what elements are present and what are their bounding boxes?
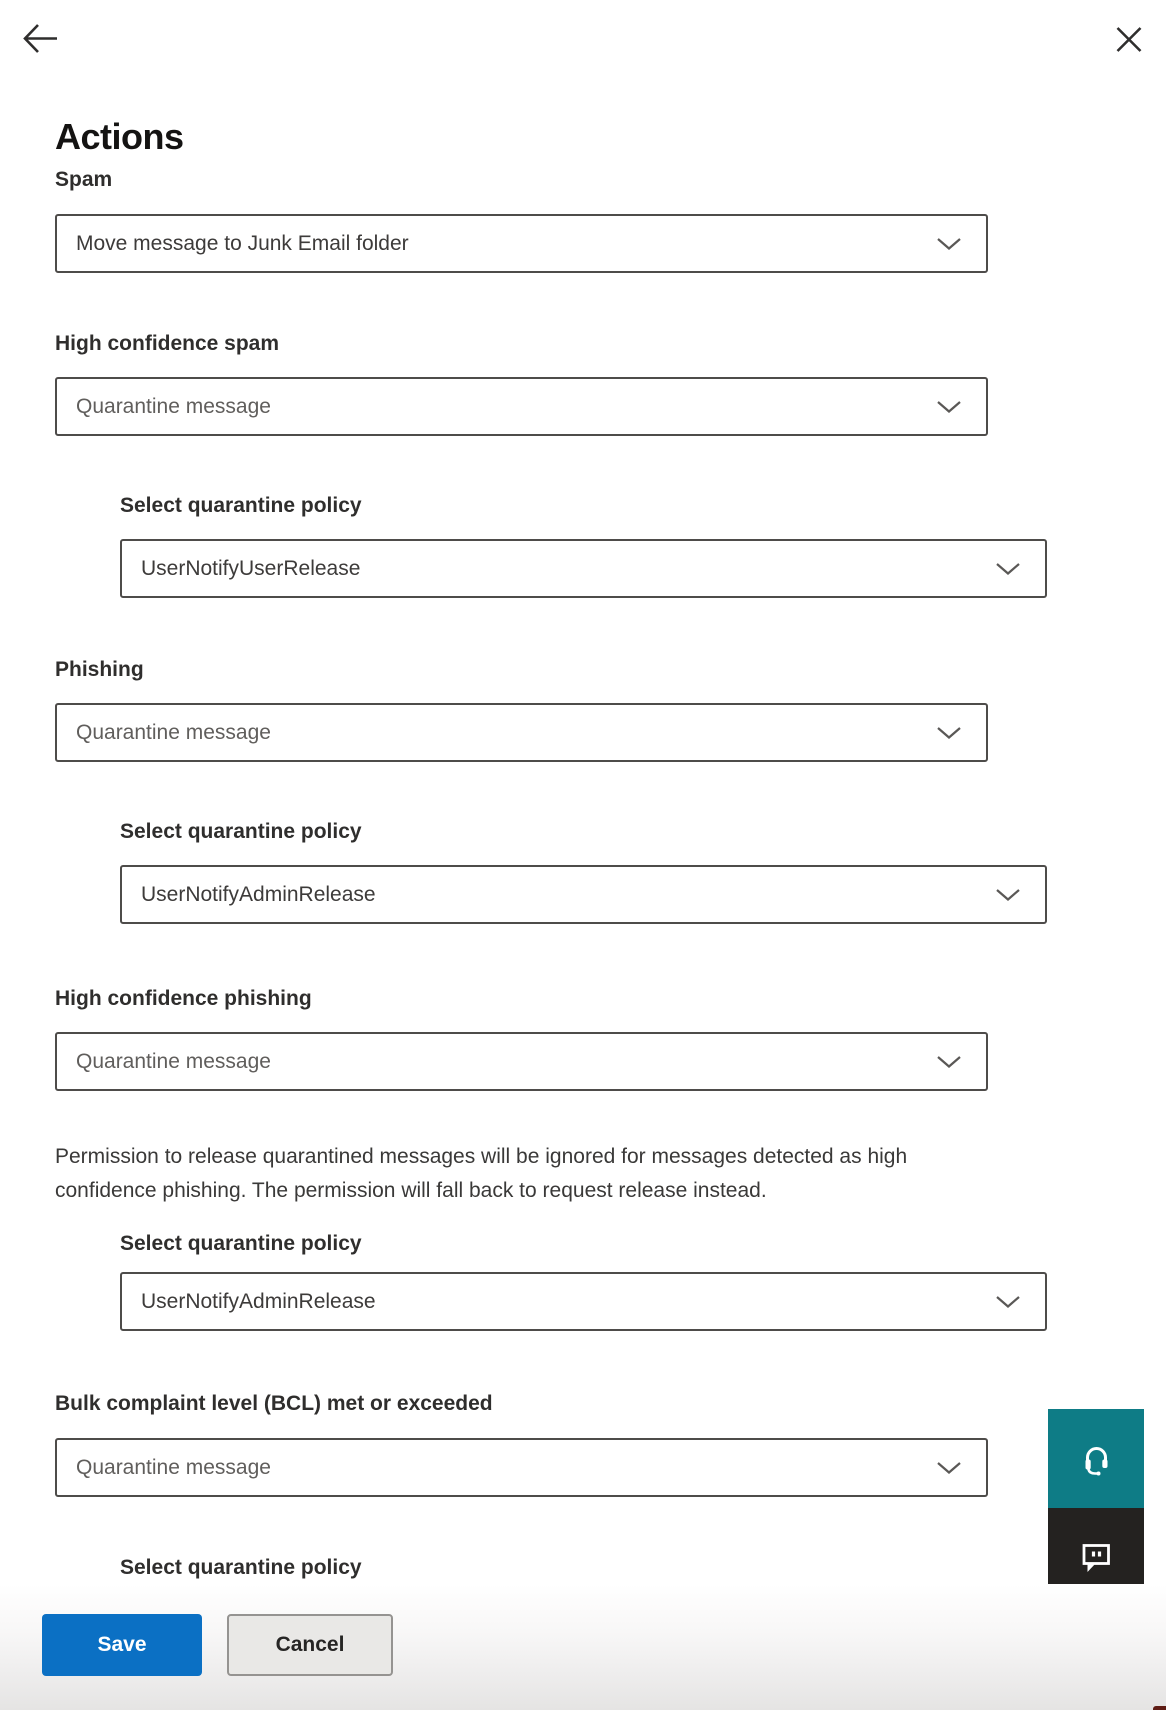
chat-icon [1074,1567,1118,1582]
phishing-dropdown-value: Quarantine message [76,721,271,744]
page-title: Actions [55,116,184,158]
high-confidence-phishing-label: High confidence phishing [55,987,312,1010]
high-confidence-phishing-dropdown[interactable] [55,1032,988,1091]
chevron-down-icon [995,888,1021,907]
phishing-quarantine-policy-value: UserNotifyAdminRelease [141,883,376,906]
high-confidence-spam-label: High confidence spam [55,332,280,355]
headset-icon [1074,1469,1118,1484]
hcs-quarantine-policy-dropdown[interactable] [120,539,1047,598]
bcl-dropdown-value: Quarantine message [76,1456,271,1479]
bcl-dropdown[interactable] [55,1438,988,1497]
chevron-down-icon [936,1461,962,1480]
chevron-down-icon [995,562,1021,581]
cancel-button[interactable]: Cancel [227,1614,393,1676]
hcp-quarantine-policy-dropdown[interactable] [120,1272,1047,1331]
phishing-quarantine-policy-dropdown[interactable] [120,865,1047,924]
hcp-quarantine-policy-label: Select quarantine policy [120,1232,362,1255]
high-confidence-spam-dropdown-value: Quarantine message [76,395,271,418]
phishing-quarantine-policy-label: Select quarantine policy [120,820,362,843]
phishing-label: Phishing [55,658,144,681]
hcs-quarantine-policy-value: UserNotifyUserRelease [141,557,361,580]
chevron-down-icon [995,1295,1021,1314]
close-icon [1115,41,1143,56]
phishing-dropdown[interactable] [55,703,988,762]
bcl-label: Bulk complaint level (BCL) met or exceeded [55,1392,493,1415]
corner-accent [1153,1706,1166,1710]
hcp-quarantine-policy-value: UserNotifyAdminRelease [141,1290,376,1313]
high-confidence-phishing-dropdown-value: Quarantine message [76,1050,271,1073]
support-button[interactable] [1048,1409,1144,1508]
save-button[interactable]: Save [42,1614,202,1676]
chevron-down-icon [936,1055,962,1074]
chevron-down-icon [936,726,962,745]
chevron-down-icon [936,237,962,256]
spam-dropdown[interactable] [55,214,988,273]
hcp-permission-note: Permission to release quarantined messages will be ignored for messages detected as high confidence phishing. The permission will fall back to request release instead. [55,1145,908,1202]
spam-dropdown-value: Move message to Junk Email folder [76,232,409,255]
footer-bar [0,1584,1166,1710]
arrow-left-icon [22,43,59,58]
chevron-down-icon [936,400,962,419]
back-button[interactable] [22,22,59,55]
high-confidence-spam-dropdown[interactable] [55,377,988,436]
spam-label: Spam [55,168,113,191]
bcl-quarantine-policy-label-clipped: Select quarantine policy [120,1556,362,1579]
close-button[interactable] [1115,26,1143,53]
hcs-quarantine-policy-label: Select quarantine policy [120,494,362,517]
